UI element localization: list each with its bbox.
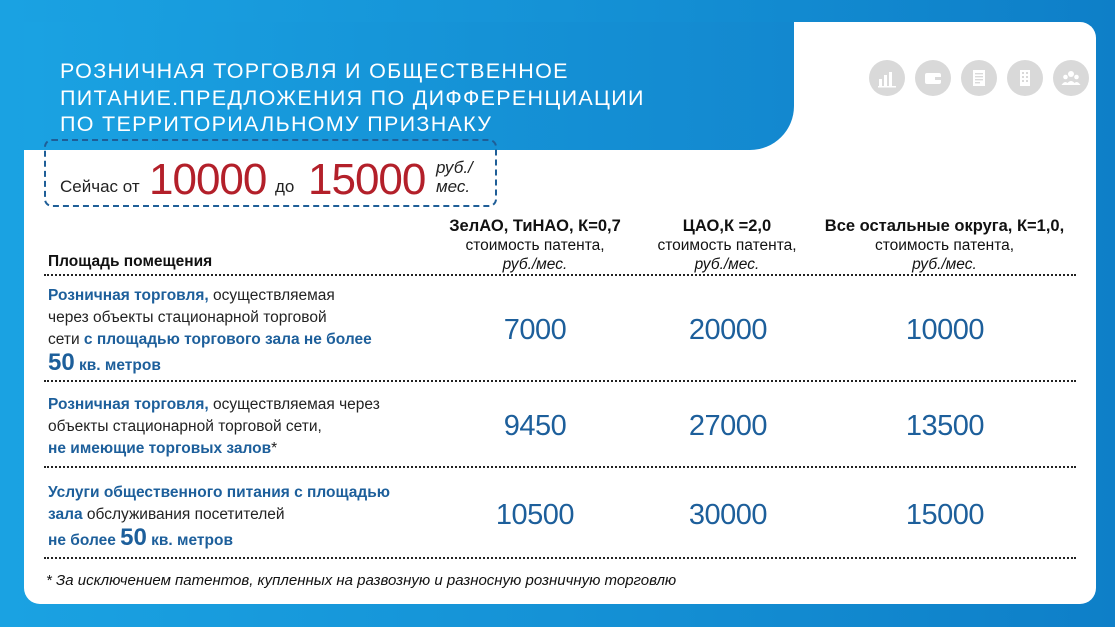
label-bold: с площадью торгового зала не более	[83, 331, 372, 348]
column-title: Все остальные округа, К=1,0,	[824, 217, 1065, 235]
label-text: объекты стационарной торговой сети,	[48, 418, 322, 435]
row-3-value-other: 15000	[905, 499, 985, 531]
row-3-label	[48, 482, 390, 553]
label-bold: не более	[48, 532, 121, 549]
price-unit-line-1: руб./	[436, 158, 473, 177]
row-2-value-other: 13500	[905, 410, 985, 442]
table-bottom-separator	[44, 557, 1076, 559]
building-icon	[1007, 60, 1043, 96]
column-header-other	[812, 217, 1077, 274]
label-bold: кв. метров	[146, 532, 233, 549]
row-3-value-cao: 30000	[688, 499, 768, 531]
icon-bar	[869, 60, 1089, 96]
row-1-value-other: 10000	[905, 314, 985, 346]
label-text: осуществляемая через	[208, 396, 380, 413]
row-1-label	[48, 285, 372, 378]
label-bold: зала	[48, 506, 83, 523]
price-from-value: 10000	[149, 155, 267, 204]
label-bold: Розничная торговля,	[48, 287, 209, 304]
row-3-value-zelao: 10500	[495, 499, 575, 531]
label-text: обслуживания посетителей	[82, 506, 285, 523]
footnote-mark: *	[271, 440, 278, 457]
price-unit-line-2: мес.	[436, 177, 471, 196]
document-icon	[961, 60, 997, 96]
label-number: 50	[120, 524, 147, 551]
label-bold: Розничная торговля,	[48, 396, 209, 413]
column-unit: руб./мес.	[502, 256, 568, 273]
title-banner	[24, 22, 794, 150]
area-column-header: Площадь помещения	[48, 253, 213, 270]
column-sub: стоимость патента,	[657, 237, 797, 254]
slide-title	[60, 58, 780, 138]
row-1-value-zelao: 7000	[503, 314, 567, 346]
current-price-box	[44, 139, 497, 207]
column-header-zelao	[435, 217, 635, 274]
column-title: ЗелАО, ТиНАО, К=0,7	[449, 217, 621, 235]
people-icon	[1053, 60, 1089, 96]
row-2-value-zelao: 9450	[503, 410, 567, 442]
label-text: через объекты стационарной торговой	[48, 309, 327, 326]
bar-chart-icon	[869, 60, 905, 96]
column-unit: руб./мес.	[694, 256, 760, 273]
label-text: осуществляемая	[208, 287, 335, 304]
title-line-3: ПО ТЕРРИТОРИАЛЬНОМУ ПРИЗНАКУ	[60, 112, 493, 136]
price-to-label: до	[275, 177, 295, 196]
label-bold: Услуги общественного питания с площадью	[48, 484, 390, 501]
column-header-cao	[627, 217, 827, 274]
row-separator	[44, 466, 1076, 468]
header-separator	[44, 274, 1076, 276]
column-sub: стоимость патента,	[465, 237, 605, 254]
label-bold: не имеющие торговых залов	[48, 440, 272, 457]
footnote: * За исключением патентов, купленных на развозную и разносную розничную торговлю	[46, 572, 677, 589]
price-now-label: Сейчас от	[60, 177, 140, 196]
column-sub: стоимость патента,	[874, 237, 1015, 254]
label-bold: кв. метров	[74, 357, 161, 374]
row-2-value-cao: 27000	[688, 410, 768, 442]
price-unit	[436, 158, 473, 196]
price-to-value: 15000	[308, 155, 426, 204]
title-line-2: ПИТАНИЕ.ПРЕДЛОЖЕНИЯ ПО ДИФФЕРЕНЦИАЦИИ	[60, 85, 645, 110]
row-1-value-cao: 20000	[688, 314, 768, 346]
row-separator	[44, 380, 1076, 382]
row-2-label	[48, 394, 380, 460]
label-number: 50	[48, 349, 75, 376]
title-line-1: РОЗНИЧНАЯ ТОРГОВЛЯ И ОБЩЕСТВЕННОЕ	[60, 59, 569, 83]
label-text: сети	[48, 331, 84, 348]
column-title: ЦАО,К =2,0	[682, 217, 772, 235]
wallet-icon	[915, 60, 951, 96]
column-unit: руб./мес.	[912, 256, 977, 273]
